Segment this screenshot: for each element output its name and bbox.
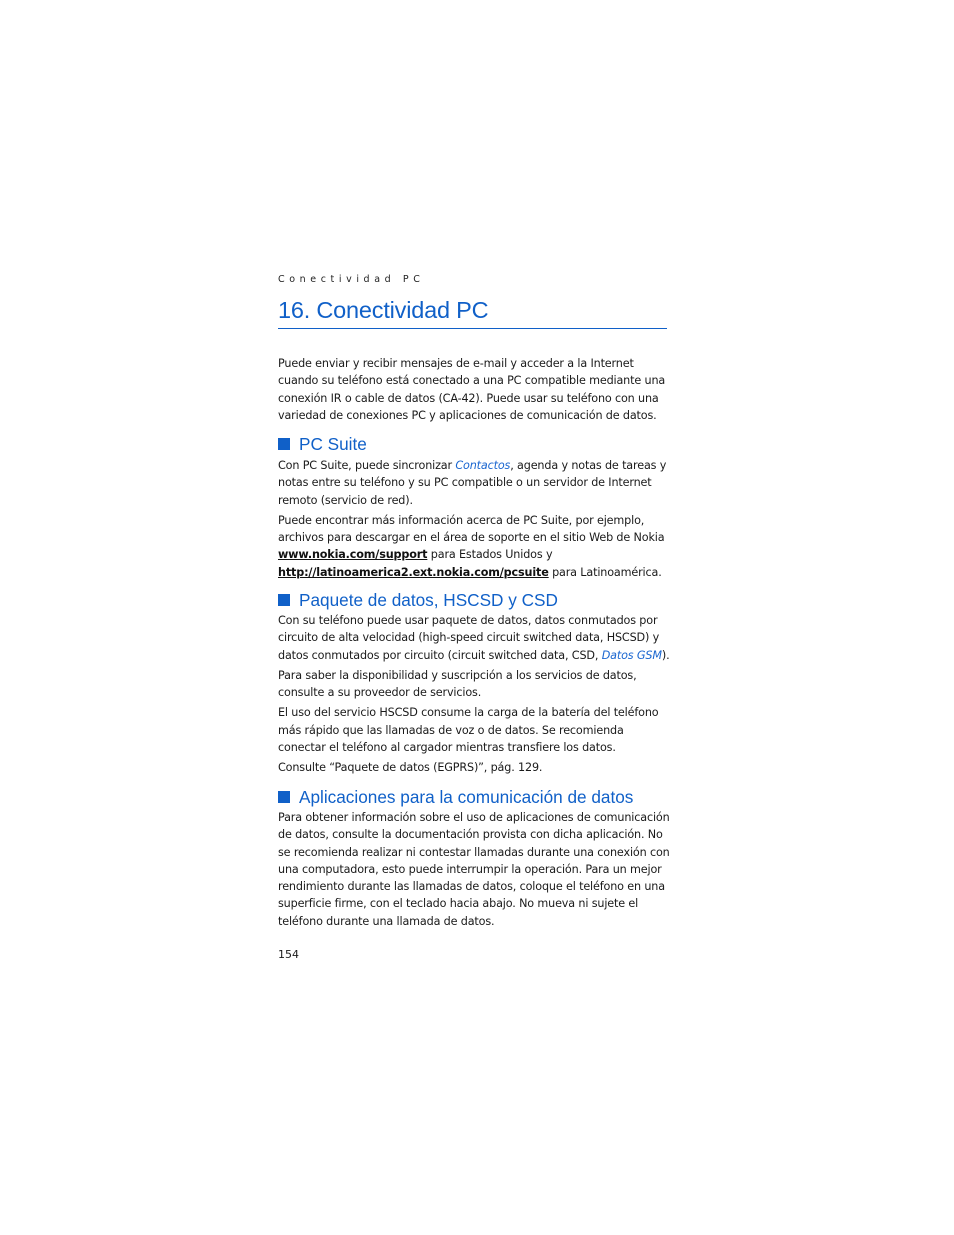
apps-paragraph-1: Para obtener información sobre el uso de aplicaciones de comunicación de datos, consulte la documentación provista con dicha aplicación. No se recomienda realizar ni contestar llamadas durante una conexión con una computadora, esto puede interrumpir la operación. Para un mejor rendimiento durante las llamadas de datos, coloque el teléfono en una superficie firme, con el teclado hacia abajo. No mueva ni sujete el teléfono durante una llamada de datos. [278, 811, 670, 928]
pc-suite-paragraph-2 [278, 512, 670, 581]
section-heading-pc-suite [278, 434, 678, 454]
datos-gsm-link[interactable]: Datos GSM [601, 648, 662, 662]
text: Con su teléfono puede usar paquete de datos, datos conmutados por circuito de alta velocidad (high-speed circuit switched data, HSCSD) y datos conmutados por circuito (circuit switched data, CSD, [278, 614, 660, 662]
nokia-support-link[interactable]: www.nokia.com/support [278, 548, 428, 562]
section-heading-label: Aplicaciones para la comunicación de datos [299, 787, 634, 807]
page-number: 154 [278, 948, 299, 961]
hscsd-paragraph-2: Para saber la disponibilidad y suscripción a los servicios de datos, consulte a su proveedor de servicios. [278, 668, 637, 700]
hscsd-paragraph-4: Consulte “Paquete de datos (EGPRS)”, pág. 129. [278, 761, 543, 775]
text: , agenda y notas de tareas y notas entre su teléfono y su PC compatible o un servidor de Internet remoto (servicio de red). [278, 459, 667, 507]
text: ). [661, 648, 670, 662]
text: para Latinoamérica. [548, 565, 662, 579]
section-heading-hscsd [278, 590, 678, 610]
hscsd-body [278, 612, 670, 777]
pc-suite-paragraph-1 [278, 457, 670, 509]
chapter-title: 16. Conectividad PC [278, 296, 667, 329]
apps-body [278, 809, 670, 930]
text: Puede encontrar más información acerca de PC Suite, por ejemplo, archivos para descargar en el área de soporte en el sitio Web de Nokia [278, 513, 665, 545]
running-header: Conectividad PC [278, 274, 425, 285]
square-bullet-icon [278, 438, 290, 450]
contactos-link[interactable]: Contactos [455, 459, 511, 472]
pcsuite-latam-link[interactable]: http://latinoamerica2.ext.nokia.com/pcsuite [278, 565, 549, 579]
section-heading-apps [278, 787, 678, 807]
hscsd-paragraph-3: El uso del servicio HSCSD consume la carga de la batería del teléfono más rápido que las llamadas de voz o de datos. Se recomienda conectar el teléfono al cargador mientras transfiere los datos. [278, 706, 659, 755]
intro-paragraph [278, 355, 670, 424]
text: para Estados Unidos y [427, 548, 553, 562]
pc-suite-body [278, 457, 670, 581]
square-bullet-icon [278, 791, 290, 803]
section-heading-label: Paquete de datos, HSCSD y CSD [299, 590, 558, 610]
square-bullet-icon [278, 594, 290, 606]
intro-text: Puede enviar y recibir mensajes de e-mail y acceder a la Internet cuando su teléfono está conectado a una PC compatible mediante una conexión IR o cable de datos (CA-42). Puede usar su teléfono con una variedad de conexiones PC y aplicaciones de comunicación de datos. [278, 357, 666, 422]
section-heading-label: PC Suite [299, 434, 367, 454]
hscsd-paragraph-1 [278, 612, 670, 664]
text: Con PC Suite, puede sincronizar [278, 459, 456, 472]
